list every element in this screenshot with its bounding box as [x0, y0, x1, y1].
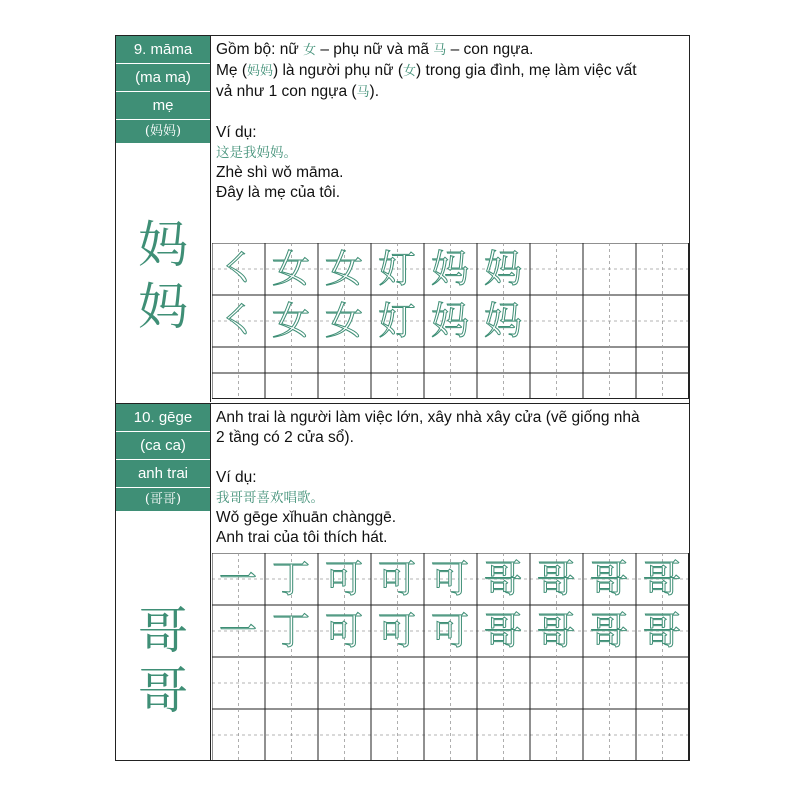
stroke-order-character: 女	[271, 299, 310, 343]
vocab-entry-gege	[116, 403, 689, 761]
stroke-order-character: 丁	[271, 609, 310, 653]
description-line: Mẹ (妈妈) là người phụ nữ (女) trong gia đình, mẹ làm việc vất	[216, 62, 637, 79]
example-label: Ví dụ:	[216, 469, 257, 486]
stroke-order-character: 女	[324, 247, 363, 291]
stroke-order-character: 奵	[377, 247, 416, 291]
stroke-order-character: 可	[377, 609, 416, 653]
stroke-order-character: 哥	[589, 609, 628, 653]
entry-sidebar	[116, 36, 211, 402]
big-character: 妈	[138, 278, 188, 336]
stroke-order-character: ㇛	[218, 247, 257, 291]
big-character: 妈	[138, 216, 188, 274]
stroke-order-character: 可	[377, 557, 416, 601]
stroke-order-character: 妈	[483, 247, 522, 291]
description	[212, 36, 689, 203]
entry-meaning: mẹ	[116, 92, 210, 120]
description-line: 2 tầng có 2 cửa sổ).	[216, 429, 354, 446]
stroke-order-character: 丁	[271, 557, 310, 601]
example-pinyin: Wǒ gēge xǐhuān chànggē.	[216, 509, 397, 526]
entry-sound: (ca ca)	[116, 432, 210, 460]
stroke-order-character: 可	[324, 557, 363, 601]
example-translation: Anh trai của tôi thích hát.	[216, 529, 388, 546]
entry-hanzi: (哥哥)	[116, 488, 210, 512]
entry-content	[212, 36, 689, 203]
stroke-order-character: 可	[430, 557, 469, 601]
example-pinyin: Zhè shì wǒ māma.	[216, 164, 344, 181]
practice-grid	[212, 553, 689, 761]
stroke-order-character: 哥	[536, 557, 575, 601]
stroke-order-character: 妈	[430, 299, 469, 343]
stroke-order-character: 哥	[483, 609, 522, 653]
stroke-order-character: 妈	[483, 299, 522, 343]
description-line: vả như 1 con ngựa (马).	[216, 83, 380, 100]
example-chinese: 我哥哥喜欢唱歌。	[216, 490, 324, 506]
example-chinese: 这是我妈妈。	[216, 145, 297, 161]
stroke-order-character: 一	[218, 609, 257, 653]
worksheet-page	[115, 35, 690, 761]
big-character: 哥	[138, 602, 188, 660]
stroke-order-character: 女	[271, 247, 310, 291]
description-line: Gồm bộ: nữ 女 – phụ nữ và mã 马 – con ngựa.	[216, 41, 534, 58]
big-character: 哥	[138, 662, 188, 720]
description-line: Anh trai là người làm việc lớn, xây nhà xây cửa (vẽ giống nhà	[216, 409, 640, 426]
stroke-order-character: 哥	[589, 557, 628, 601]
stroke-order-character: 哥	[642, 609, 681, 653]
entry-meaning: anh trai	[116, 460, 210, 488]
stroke-order-character: 女	[324, 299, 363, 343]
entry-content	[212, 404, 689, 548]
entry-sidebar	[116, 404, 211, 761]
entry-number-label: 9. māma	[116, 36, 210, 64]
stroke-order-character: 可	[324, 609, 363, 653]
vocab-entry-mama	[116, 36, 689, 402]
stroke-order-character: 哥	[536, 609, 575, 653]
stroke-order-character: 可	[430, 609, 469, 653]
description	[212, 404, 689, 548]
entry-sound: (ma ma)	[116, 64, 210, 92]
example-label: Ví dụ:	[216, 124, 257, 141]
stroke-order-character: 妈	[430, 247, 469, 291]
practice-grid	[212, 243, 689, 401]
stroke-order-character: 哥	[642, 557, 681, 601]
stroke-order-character: ㇛	[218, 299, 257, 343]
stroke-order-character: 哥	[483, 557, 522, 601]
stroke-order-character: 一	[218, 557, 257, 601]
entry-hanzi: (妈妈)	[116, 120, 210, 144]
example-translation: Đây là mẹ của tôi.	[216, 184, 341, 201]
stroke-order-character: 奵	[377, 299, 416, 343]
entry-number-label: 10. gēge	[116, 404, 210, 432]
